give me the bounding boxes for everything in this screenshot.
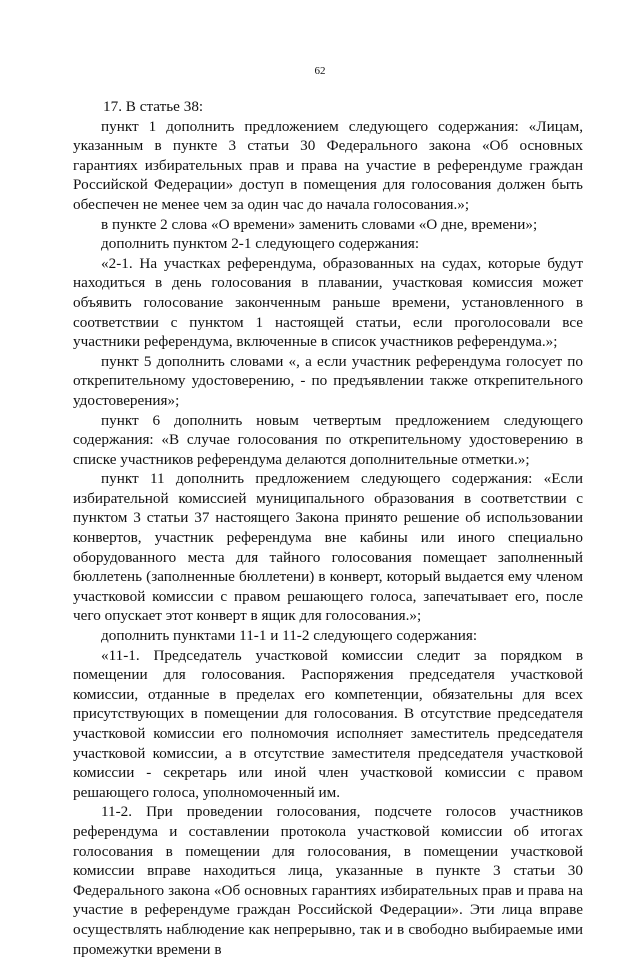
paragraph-item-11-1-text: «11-1. Председатель участковой комиссии следит за порядком в помещении для голосования. Распоряжения председателя участковой комиссии, отданные в пределах его компетенции, обязательны для всех присутствующих в помещении для голосования. В отсутствие председателя участковой комиссии его полномочия исполняет заместитель председателя участковой комиссии, а в отсутствие заместителя председателя участковой комиссии - секретарь или иной член участковой комиссии с правом решающего голоса, уполномоченный им.	[73, 646, 583, 801]
paragraph-item-6-amendment: пункт 6 дополнить новым четвертым предложением следующего содержания: «В случае голосования по открепительному удостоверению в списке участников референдума делаются дополнительные отметки.»;	[73, 411, 583, 468]
document-body	[73, 97, 583, 959]
paragraph-add-items-11-1-11-2: дополнить пунктами 11-1 и 11-2 следующего содержания:	[101, 627, 478, 645]
paragraph-item-2-1-text: «2-1. На участках референдума, образованных на судах, которые будут находиться в день голосования в плавании, участковая комиссия может объявить голосование законченным раньше времени, установленного в соответствии с пунктом 1 настоящей статьи, если проголосовали все участники референдума, включенные в список участников референдума.»;	[73, 254, 583, 351]
paragraph-article-38-heading: 17. В статье 38:	[103, 98, 204, 115]
paragraph-item-1-amendment: пункт 1 дополнить предложением следующего содержания: «Лицам, указанным в пункте 3 статьи 30 Федерального закона «Об основных гарантиях избирательных прав и права на участие в референдуме граждан Российской Федерации» доступ в помещения для голосования должен быть обеспечен не менее чем за один час до начала голосования.»;	[73, 117, 583, 213]
page-number: 62	[314, 65, 326, 77]
paragraph-item-11-amendment: пункт 11 дополнить предложением следующего содержания: «Если избирательной комиссией муниципального образования в соответствии с пунктом 3 статьи 37 настоящего Закона принято решение об использовании конвертов, участник референдума вне кабины или иного специально оборудованного места для тайного голосования помещает заполненный бюллетень (заполненные бюллетени) в конверт, который выдается ему членом участковой комиссии с правом решающего голоса, запечатывает его, после чего опускает этот конверт в ящик для голосования.»;	[73, 470, 583, 625]
paragraph-add-item-2-1: дополнить пунктом 2-1 следующего содержания:	[101, 235, 420, 253]
paragraph-item-2-amendment: в пункте 2 слова «О времени» заменить словами «О дне, времени»;	[101, 215, 538, 233]
paragraph-item-11-2-text: 11-2. При проведении голосования, подсчете голосов участников референдума и составлении протокола участковой комиссии об итогах голосования в помещении для голосования, в помещении участковой комиссии вправе находиться лица, указанные в пункте 3 статьи 30 Федерального закона «Об основных гарантиях избирательных прав и права на участие в референдуме граждан Российской Федерации». Эти лица вправе осуществлять наблюдение как непрерывно, так и в свободно выбираемые ими промежутки времени в	[73, 803, 583, 958]
paragraph-item-5-amendment: пункт 5 дополнить словами «, а если участник референдума голосует по открепительному удостоверению, - по предъявлении также открепительного удостоверения»;	[73, 352, 583, 409]
